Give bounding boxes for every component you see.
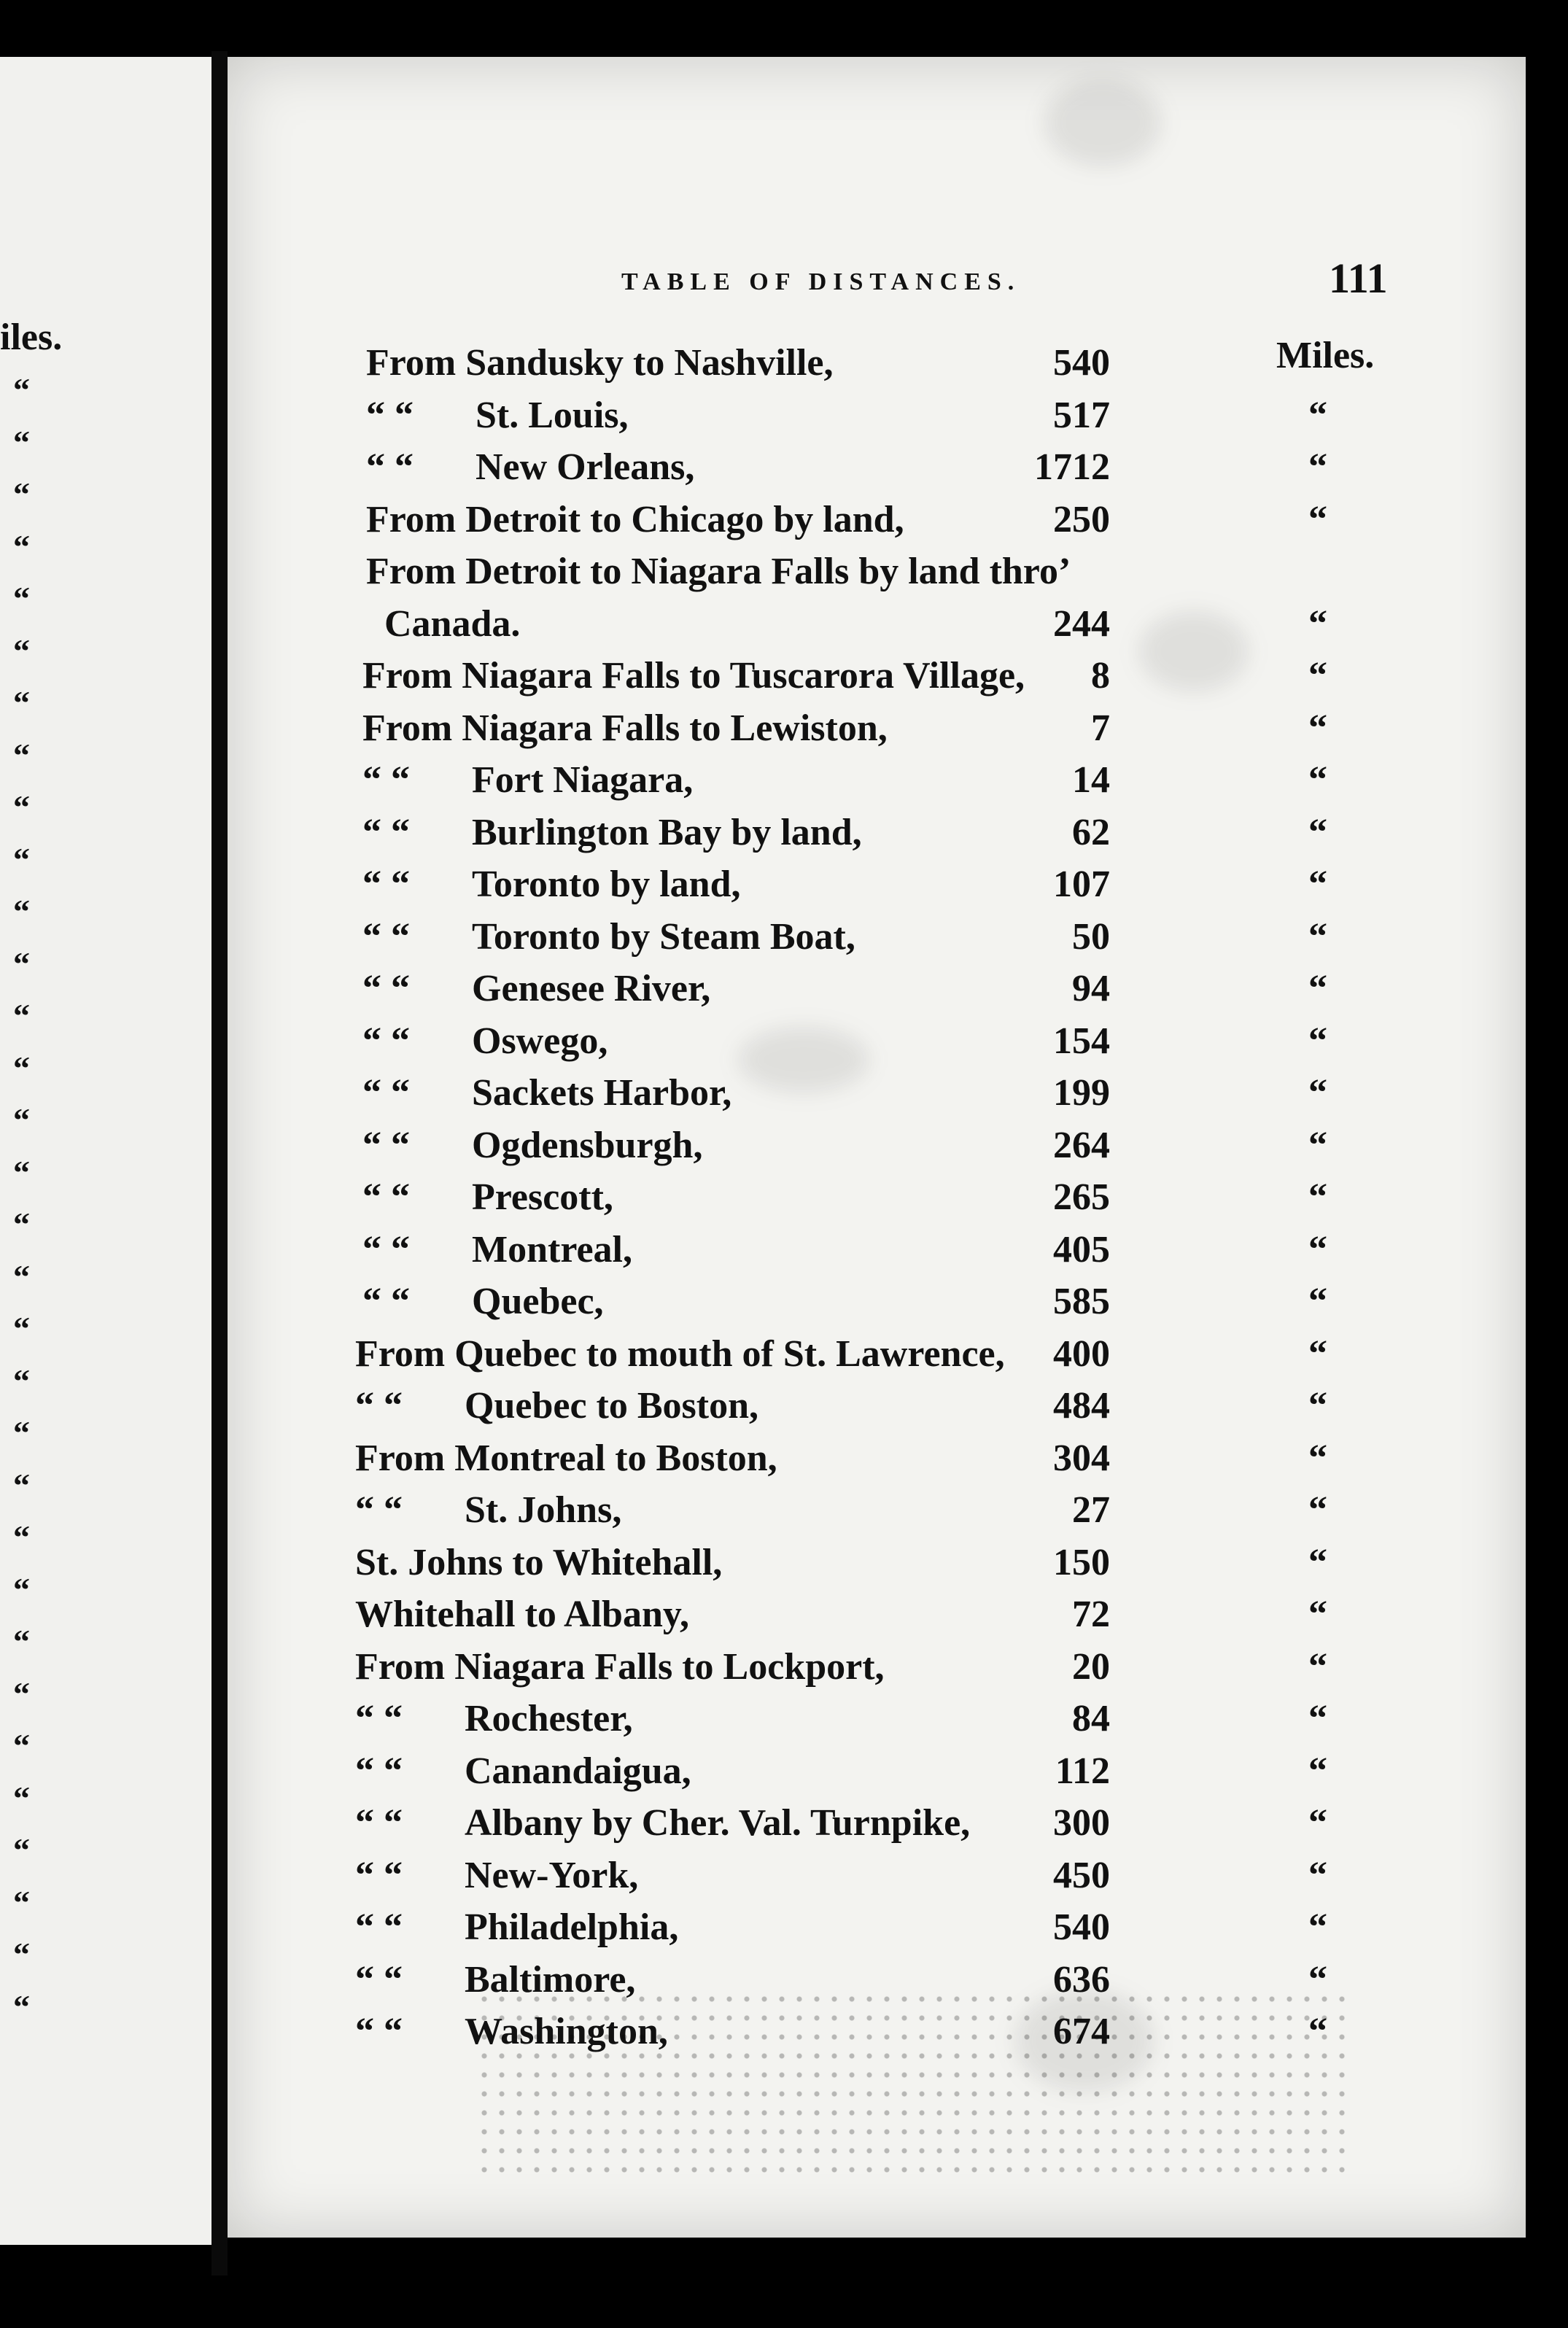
route-from: “ “ [355, 1698, 403, 1739]
left-ditto-mark: “ [13, 1936, 30, 1973]
route-from: From Sandusky to Nashville, [366, 342, 834, 384]
table-row [228, 599, 1526, 650]
route-from: “ “ [355, 1906, 403, 1948]
ditto-mark: “ [1308, 498, 1327, 540]
left-ditto-mark: “ [13, 580, 30, 617]
route-from: “ “ [355, 1958, 403, 2001]
distance-value: 8 [1091, 655, 1110, 697]
distance-value: 14 [1072, 759, 1110, 801]
ditto-mark: “ [1308, 1541, 1327, 1583]
left-ditto-mark: “ [13, 1883, 30, 1921]
route-from: “ “ [355, 2011, 403, 2052]
route-from: From Detroit to Niagara Falls by land thro’ [366, 551, 1071, 592]
left-ditto-mark: “ [13, 788, 30, 826]
table-row [228, 1537, 1526, 1588]
table-row [228, 963, 1526, 1014]
route-destination: St. Johns, [465, 1489, 622, 1531]
distance-value: 636 [1053, 1958, 1110, 2001]
route-from: From Quebec to mouth of St. Lawrence, [355, 1332, 1005, 1375]
ditto-mark: “ [1308, 864, 1327, 905]
route-destination: Fort Niagara, [472, 759, 694, 801]
table-row [228, 1329, 1526, 1380]
route-destination: Ogdensburgh, [472, 1124, 703, 1166]
table-row [228, 1172, 1526, 1223]
ditto-mark: “ [1308, 2011, 1327, 2052]
ditto-mark: “ [1308, 1228, 1327, 1270]
route-destination: Washington, [465, 2011, 668, 2052]
route-destination: Toronto by Steam Boat, [472, 915, 855, 958]
distance-value: 450 [1053, 1854, 1110, 1896]
left-ditto-mark: “ [13, 1466, 30, 1504]
route-from: “ “ [362, 1124, 410, 1166]
ditto-mark: “ [1308, 394, 1327, 436]
distance-value: 304 [1053, 1437, 1110, 1479]
route-destination: Baltimore, [465, 1958, 636, 2001]
left-ditto-mark: “ [13, 997, 30, 1034]
route-destination: Quebec, [472, 1281, 604, 1322]
route-from: “ “ [362, 1020, 410, 1062]
table-row [228, 1381, 1526, 1432]
table-row [228, 1068, 1526, 1119]
ditto-mark: “ [1308, 1750, 1327, 1792]
table-row [228, 859, 1526, 910]
left-ditto-mark: “ [13, 1049, 30, 1087]
table-row [228, 1798, 1526, 1849]
ditto-mark: “ [1308, 1020, 1327, 1062]
distance-value: 150 [1053, 1541, 1110, 1583]
distance-value: 484 [1053, 1385, 1110, 1427]
left-ditto-mark: “ [13, 736, 30, 774]
table-row [228, 1225, 1526, 1276]
ditto-mark: “ [1308, 1906, 1327, 1948]
table-row [228, 1902, 1526, 1953]
route-from: “ “ [355, 1854, 403, 1896]
distance-value: 250 [1053, 498, 1110, 540]
miles-column-header: Miles. [1276, 335, 1375, 376]
table-row [228, 1276, 1526, 1327]
left-ditto-mark: “ [13, 893, 30, 930]
table-row [228, 494, 1526, 546]
route-from: “ “ [355, 1489, 403, 1531]
ditto-mark: “ [1308, 1385, 1327, 1427]
distance-value: 400 [1053, 1332, 1110, 1375]
distance-value: 265 [1053, 1176, 1110, 1218]
distance-value: 585 [1053, 1281, 1110, 1322]
page-number: 111 [1329, 255, 1388, 302]
distance-value: 674 [1053, 2011, 1110, 2052]
route-from: “ “ [355, 1750, 403, 1792]
ditto-mark: “ [1308, 1854, 1327, 1896]
table-row [228, 546, 1526, 597]
ditto-mark: “ [1308, 1437, 1327, 1479]
route-from: “ “ [362, 1072, 410, 1114]
left-ditto-mark: “ [13, 1206, 30, 1243]
distance-value: 27 [1072, 1489, 1110, 1531]
left-ditto-mark: “ [13, 476, 30, 513]
distance-value: 50 [1072, 915, 1110, 958]
table-row [228, 390, 1526, 441]
table-row [228, 1120, 1526, 1171]
route-from: From Niagara Falls to Lockport, [355, 1645, 885, 1688]
route-destination: Montreal, [472, 1228, 632, 1270]
route-from: “ “ [362, 915, 410, 958]
ditto-mark: “ [1308, 1645, 1327, 1688]
ditto-mark: “ [1308, 707, 1327, 749]
distance-value: 154 [1053, 1020, 1110, 1062]
route-destination: Prescott, [472, 1176, 613, 1218]
ditto-mark: “ [1308, 1802, 1327, 1844]
route-destination: Rochester, [465, 1698, 633, 1739]
left-ditto-mark: “ [13, 527, 30, 565]
left-ditto-mark: “ [13, 944, 30, 982]
left-ditto-mark: “ [13, 371, 30, 408]
route-destination: Albany by Cher. Val. Turnpike, [465, 1802, 971, 1844]
ditto-mark: “ [1308, 915, 1327, 958]
route-from: “ “ [362, 811, 410, 853]
route-from: “ “ [362, 968, 410, 1009]
left-ditto-mark: “ [13, 423, 30, 461]
ditto-mark: “ [1308, 1594, 1327, 1635]
ditto-mark: “ [1308, 1072, 1327, 1114]
route-from: “ “ [355, 1802, 403, 1844]
left-ditto-mark: “ [13, 1414, 30, 1451]
ditto-mark: “ [1308, 655, 1327, 697]
ditto-mark: “ [1308, 1332, 1327, 1375]
left-ditto-mark: “ [13, 1310, 30, 1347]
route-destination: St. Louis, [476, 394, 629, 436]
distance-value: 20 [1072, 1645, 1110, 1688]
route-from: Whitehall to Albany, [355, 1594, 689, 1635]
left-ditto-mark: “ [13, 1101, 30, 1138]
left-ditto-mark: “ [13, 1675, 30, 1712]
table-row [228, 1016, 1526, 1067]
left-ditto-mark: “ [13, 1987, 30, 2025]
table-row [228, 1642, 1526, 1693]
route-from: “ “ [366, 446, 414, 488]
left-ditto-mark: “ [13, 1831, 30, 1869]
distance-value: 540 [1053, 342, 1110, 384]
left-ditto-mark: “ [13, 1257, 30, 1295]
distance-value: 300 [1053, 1802, 1110, 1844]
table-row [228, 1850, 1526, 1901]
table-row [228, 807, 1526, 858]
route-destination: New Orleans, [476, 446, 695, 488]
ditto-mark: “ [1308, 1281, 1327, 1322]
table-row [228, 1693, 1526, 1745]
route-destination: Genesee River, [472, 968, 711, 1009]
route-destination: Toronto by land, [472, 864, 741, 905]
perforation-stamp [476, 1990, 1351, 2179]
distance-value: 264 [1053, 1124, 1110, 1166]
ditto-mark: “ [1308, 1958, 1327, 2001]
route-from: From Niagara Falls to Lewiston, [362, 707, 888, 749]
ditto-mark: “ [1308, 1124, 1327, 1166]
route-from: “ “ [362, 1228, 410, 1270]
table-row [228, 912, 1526, 963]
left-ditto-mark: “ [13, 840, 30, 878]
distance-value: 7 [1091, 707, 1110, 749]
right-page [228, 57, 1526, 2238]
ditto-mark: “ [1308, 1698, 1327, 1739]
route-destination: Burlington Bay by land, [472, 811, 862, 853]
distance-value: 540 [1053, 1906, 1110, 1948]
book-gutter [211, 51, 228, 2275]
route-from: From Detroit to Chicago by land, [366, 498, 904, 540]
route-from: “ “ [362, 759, 410, 801]
table-row [228, 755, 1526, 806]
table-row [228, 338, 1526, 389]
distance-value: 244 [1053, 602, 1110, 645]
left-ditto-mark: “ [13, 1153, 30, 1191]
table-row [228, 1485, 1526, 1536]
route-from: “ “ [355, 1385, 403, 1427]
distance-value: 84 [1072, 1698, 1110, 1739]
table-row [228, 1746, 1526, 1797]
distance-value: 94 [1072, 968, 1110, 1009]
route-from: St. Johns to Whitehall, [355, 1541, 723, 1583]
distance-value: 112 [1055, 1750, 1110, 1792]
left-ditto-mark: “ [13, 1727, 30, 1764]
ditto-mark: “ [1308, 1489, 1327, 1531]
distance-value: 1712 [1034, 446, 1110, 488]
left-ditto-mark: “ [13, 632, 30, 670]
distance-value: 62 [1072, 811, 1110, 853]
ditto-mark: “ [1308, 968, 1327, 1009]
left-ditto-mark: “ [13, 1623, 30, 1660]
left-ditto-mark: “ [13, 1779, 30, 1817]
left-ditto-mark: “ [13, 1518, 30, 1556]
distance-value: 517 [1053, 394, 1110, 436]
route-from: “ “ [366, 394, 414, 436]
left-ditto-mark: “ [13, 1362, 30, 1400]
ditto-mark: “ [1308, 446, 1327, 488]
ditto-mark: “ [1308, 759, 1327, 801]
route-destination: Quebec to Boston, [465, 1385, 758, 1427]
route-destination: Canandaigua, [465, 1750, 691, 1792]
running-head: TABLE OF DISTANCES. [621, 268, 1021, 295]
route-destination: Oswego, [472, 1020, 608, 1062]
table-row [228, 1433, 1526, 1484]
route-destination: Sackets Harbor, [472, 1072, 732, 1114]
route-from: Canada. [384, 602, 521, 645]
distance-value: 72 [1072, 1594, 1110, 1635]
table-row [228, 1589, 1526, 1640]
distance-value: 405 [1053, 1228, 1110, 1270]
left-page-miles-label: iles. [0, 317, 63, 358]
route-from: “ “ [362, 1281, 410, 1322]
table-row [228, 442, 1526, 493]
ditto-mark: “ [1308, 811, 1327, 853]
route-destination: Philadelphia, [465, 1906, 679, 1948]
route-from: From Montreal to Boston, [355, 1437, 777, 1479]
distance-value: 199 [1053, 1072, 1110, 1114]
left-ditto-mark: “ [13, 1570, 30, 1608]
distance-value: 107 [1053, 864, 1110, 905]
route-from: “ “ [362, 864, 410, 905]
route-from: From Niagara Falls to Tuscarora Village, [362, 655, 1025, 697]
ditto-mark: “ [1308, 1176, 1327, 1218]
route-from: “ “ [362, 1176, 410, 1218]
route-destination: New-York, [465, 1854, 639, 1896]
stain [1044, 79, 1161, 166]
ditto-mark: “ [1308, 602, 1327, 645]
table-row [228, 651, 1526, 702]
table-row [228, 703, 1526, 754]
left-ditto-mark: “ [13, 684, 30, 721]
left-page-edge [0, 57, 211, 2245]
